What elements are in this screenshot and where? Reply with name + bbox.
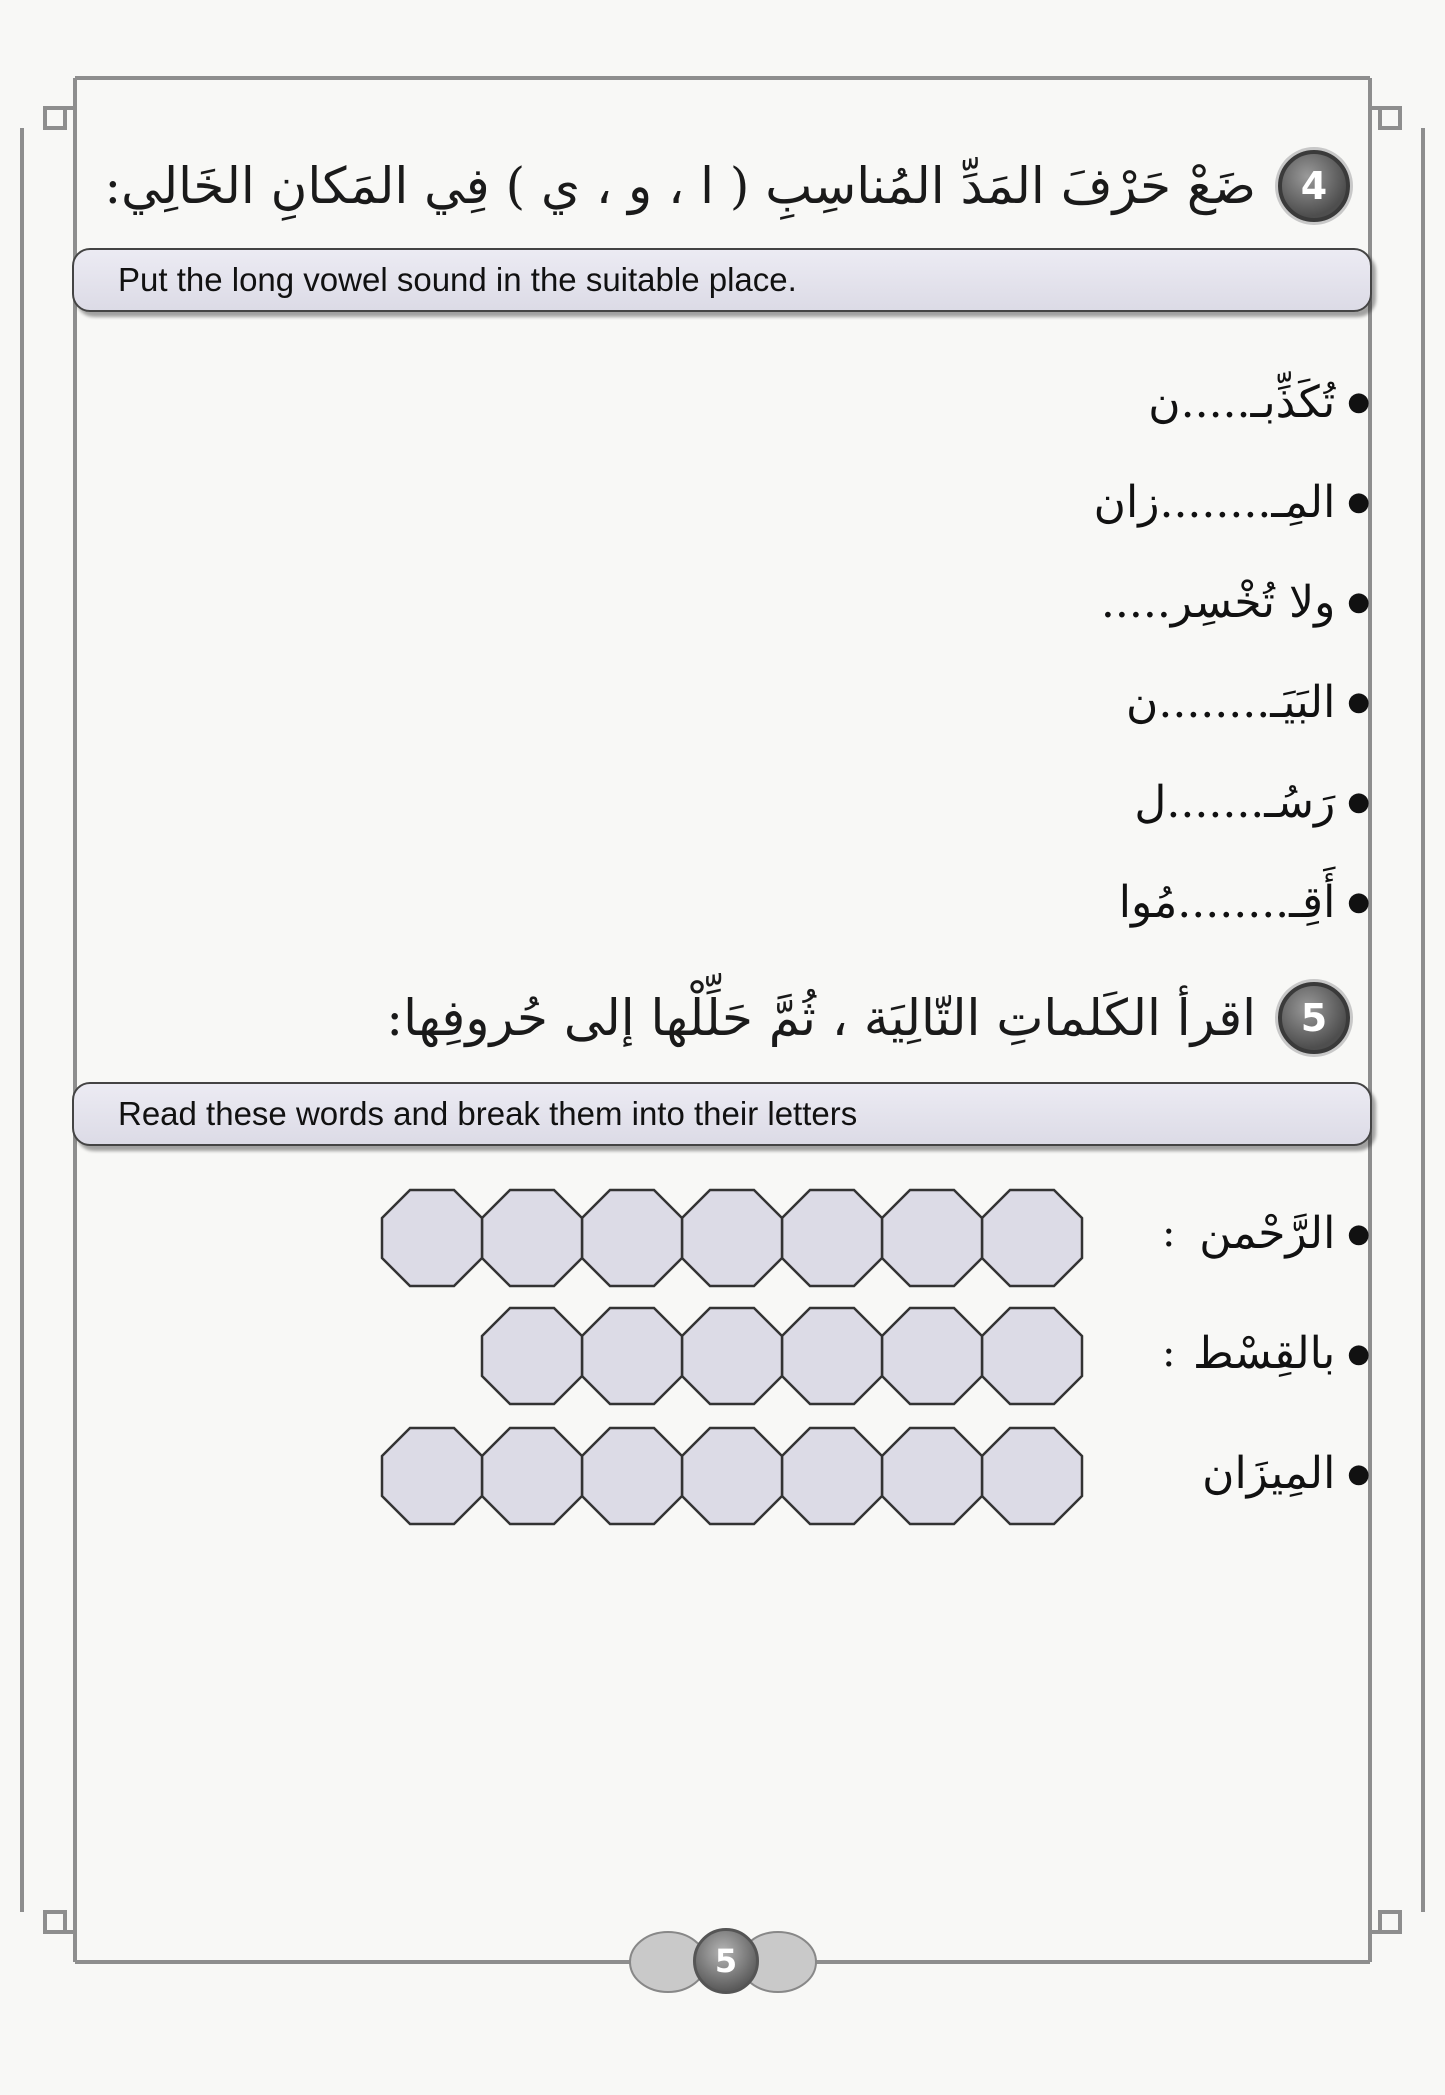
item-text: أَقِـ........مُوا xyxy=(1118,876,1336,928)
letter-box[interactable] xyxy=(682,1190,782,1286)
letter-box[interactable] xyxy=(982,1190,1082,1286)
letter-box[interactable] xyxy=(882,1190,982,1286)
item-text: رَسُـ.......ل xyxy=(1134,776,1336,828)
letter-box[interactable] xyxy=(882,1428,982,1524)
exercise5-title-text: اقرأ الكَلماتِ التّالِيَة ، ثُمَّ حَلِّلْها إلى حُروفِها: xyxy=(386,989,1256,1047)
letter-box[interactable] xyxy=(382,1190,482,1286)
word-label: المِيزَان xyxy=(1202,1448,1336,1499)
letter-box[interactable] xyxy=(582,1190,682,1286)
bullet-icon: ● xyxy=(1347,587,1370,617)
item-text: المِـ........زان xyxy=(1093,476,1336,528)
item-text: تُكَذِّبـ.....ن xyxy=(1148,376,1336,428)
letter-box[interactable] xyxy=(982,1308,1082,1404)
bullet-icon: ● xyxy=(1347,1458,1370,1489)
exercise4-title-text: ضَعْ حَرْفَ المَدِّ المُناسِبِ ( ا ، و ، ي ) فِي المَكانِ الخَالِي: xyxy=(104,157,1256,215)
bullet-icon: ● xyxy=(1347,1338,1370,1369)
item-text: ولا تُخْسِر..... xyxy=(1100,576,1336,628)
word-colon: : xyxy=(1162,1330,1176,1376)
bullet-icon: ● xyxy=(1347,487,1370,517)
letter-box[interactable] xyxy=(582,1308,682,1404)
item-text: البَيَـ........ن xyxy=(1126,676,1336,728)
word-label: بالقِسْط xyxy=(1192,1328,1336,1379)
letter-box[interactable] xyxy=(482,1190,582,1286)
exercise4-instruction: Put the long vowel sound in the suitable place. xyxy=(72,248,1372,312)
word-colon: : xyxy=(1162,1210,1176,1256)
letter-box[interactable] xyxy=(682,1308,782,1404)
bullet-icon: ● xyxy=(1347,687,1370,717)
exercise4-number-badge: 4 xyxy=(1278,150,1350,222)
letter-box[interactable] xyxy=(782,1428,882,1524)
letter-box[interactable] xyxy=(482,1428,582,1524)
bullet-icon: ● xyxy=(1347,787,1370,817)
letter-box[interactable] xyxy=(382,1428,482,1524)
letter-box[interactable] xyxy=(982,1428,1082,1524)
page-number: 5 xyxy=(693,1928,759,1994)
letter-box[interactable] xyxy=(482,1308,582,1404)
letter-box[interactable] xyxy=(882,1308,982,1404)
bullet-icon: ● xyxy=(1347,887,1370,917)
exercise5-number-badge: 5 xyxy=(1278,982,1350,1054)
letter-box[interactable] xyxy=(782,1190,882,1286)
letter-box[interactable] xyxy=(582,1428,682,1524)
word-label: الرَّحْمن xyxy=(1199,1208,1336,1259)
letter-box[interactable] xyxy=(682,1428,782,1524)
bullet-icon: ● xyxy=(1347,387,1370,417)
exercise5-instruction: Read these words and break them into their letters xyxy=(72,1082,1372,1146)
bullet-icon: ● xyxy=(1347,1218,1370,1249)
letter-box[interactable] xyxy=(782,1308,882,1404)
